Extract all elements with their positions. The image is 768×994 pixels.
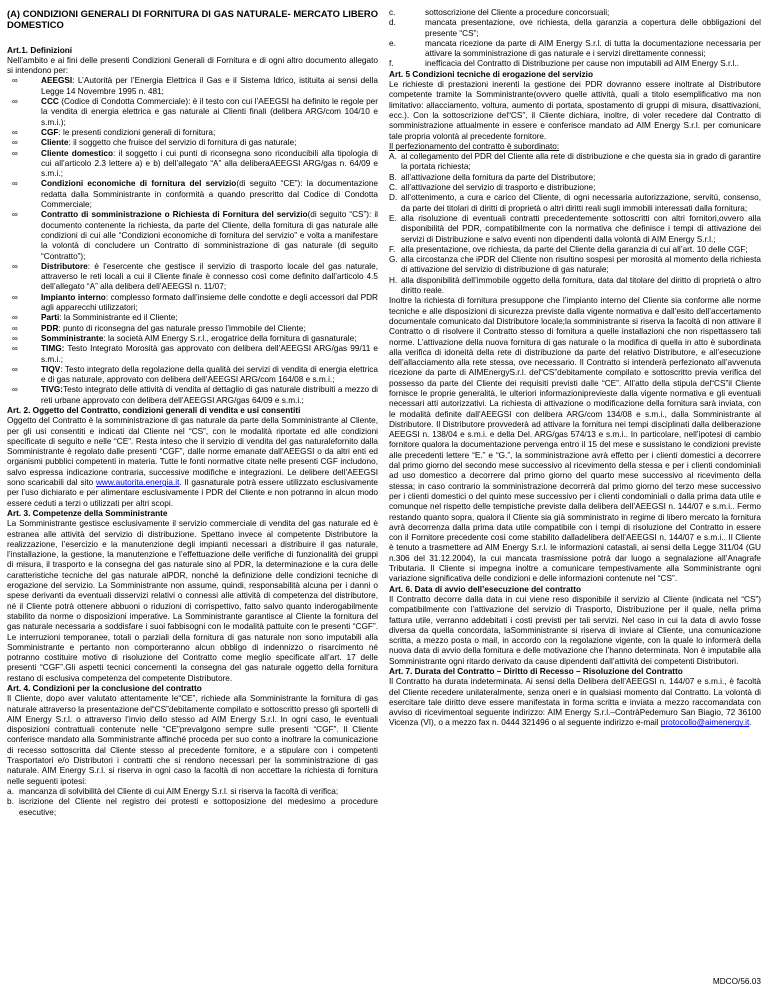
right-column: [389, 8, 761, 729]
bullet-icon: ∞: [12, 313, 18, 323]
bullet-icon: ∞: [12, 292, 18, 302]
art5-heading: Art. 5 Condizioni tecniche di erogazione del servizio: [389, 69, 593, 79]
authority-website-link[interactable]: www.autorita.energia.it: [95, 478, 180, 488]
bullet-icon: ∞: [12, 148, 18, 158]
document-title: (A) CONDIZIONI GENERALI DI FORNITURA DI GAS NATURALE- MERCATO LIBERO DOMESTICO: [7, 8, 378, 31]
art2-heading: Art. 2. Oggetto del Contratto, condizioni generali di vendita e usi consentiti: [7, 405, 301, 415]
definition-item: ∞ Condizioni economiche di fornitura del servizio(di seguito “CE”): la documentazione redatta dalla Somministrante in conformità a quando prescritto dal Codice di Condotta Commerciale;: [12, 179, 378, 210]
definitions-list: [7, 76, 378, 406]
art3-text: La Somministrante gestisce esclusivamente il servizio commerciale di vendita del gas naturale ed è estranea alle attività del servizio di distribuzione. Spettano invece al competente Distributore la realizzazione, l’esercizio e la manutenzione degli impianti necessari a distribuire il gas naturale, l’installazione, la gestione, la manutenzione e l’effettuazione delle verifiche di funzionalità dei gruppi di misura, il trasporto e la consegna del gas naturale sino al PDR, la determinazione e la cura delle caratteristiche tecniche del gas naturale alPDR, nonché la definizione delle condizioni tecniche di erogazione del servizio. La Somministrante non assume, quindi, responsabilità alcuna per i danni o spese derivanti da eventuali disservizi relativi o connessi alle attività di competenza del distributore, né il Cliente potrà ottenere abbuoni o riduzioni di corrispettivo, fatto salvo quanto inderogabilmente stabilito da norme o disposizioni imperative. La Somministrante garantisce al Cliente la fornitura del gas naturale necessaria a soddisfare i suoi fabbisogni con le modalità pattuite con le presenti “CGF”. Le interruzioni temporanee, totali o parziali della fornitura di gas naturale non sono imputabili alla Somministrante e pertanto non comporteranno alcun obbligo di indennizzo o risarcimento né potranno costituire motivo di risoluzione del Contratto come meglio specificate all’art. 17 delle presenti “CGF”.Gli aspetti tecnici concernenti la consegna del gas naturale oggetto della fornitura restano di esclusiva competenza del competente Distributore.: [7, 519, 378, 683]
bullet-icon: ∞: [12, 261, 18, 271]
list-item: H. alla disponibilità dell’immobile oggetto della fornitura, data dal titolare del diritto di proprietà o altro diritto reale.: [389, 275, 761, 296]
list-item: G. alla circostanza che iPDR del Cliente non risultino sospesi per morosità al momento della richiesta di attivazione del servizio di distribuzione di gas naturale;: [389, 255, 761, 275]
bullet-icon: ∞: [12, 344, 18, 354]
bullet-icon: ∞: [12, 179, 18, 189]
art1-intro: Nell’ambito e ai fini delle presenti Condizioni Generali di Fornitura e di ogni altro documento allegato si intendono per:: [7, 55, 378, 76]
art2-text: Oggetto del Contratto è la somministrazione di gas naturale da parte della Somministrante al Cliente, per gli usi consentiti e indicati dal Cliente nel “CS”, con le modalità riportate ed alle condizioni specificate di seguito e nelle “CE”. Resta inteso che il servizio di vendita del gas naturalefornito dalla Somministrante è regolato dalle presenti “CGF”, dalle norme emanate dall’AEEGSI o da altri enti ed organismi pubblici competenti in materia. Tutte le fonti normative citate nelle presenti CGF includono, salvo espressa indicazione contraria, successive modifiche e integrazioni. Le delibere dell’AEEGSI sono scaricabili dal sito www.autorita.energia.it. Il gasnaturale potrà essere utilizzato esclusivamente per l’uso dichiarato e per alimentare esclusivamente i PDR del Cliente e non potranno in alcun modo essere ceduti a terzi o utilizzati per altri scopi.: [7, 416, 379, 508]
definition-item: ∞ Impianto interno: complesso formato dall’insieme delle condotte e degli accessori dal PDR agli apparecchi utilizzatori;: [12, 292, 379, 313]
art5-text2: Inoltre la richiesta di fornitura presuppone che l’impianto interno del Cliente sia conforme alle norme tecniche e alle disposizioni di sicurezza previste dalla vigente normativa e dall’esito dell’accertamento documentale comunicato dal Distributore locale;la somministrante si riserva la facoltà di non attivare il Contratto o di risolvere il Contratto stesso di fornitura a quelle installazioni che non rispettassero tali norme. L’attivazione della nuova fornitura di gas naturale o la modifica di quella in atto è subordinata alla verifica di idoneità della rete di distribuzione da parte del relativo Distributore, e all’esecuzione dell’allacciamento alla rete stessa, ove necessario. Il Contratto si intenderà perfezionato all’avvenuta ricezione da parte di AIMEnergyS.r.l. del“CS”debitamente compilato e sottoscritto previa verifica del possesso da parte del Cliente dei requisiti previsti dalle “CE”. All’atto della stipula del“CS”il Cliente fornisce le proprie generalità, le ulteriori informazioniprevieste dalla vigente normativa e gli eventuali necessari atti autorizzativi. La richiesta di attivazione o modificazione della fornitura sarà inviata, con le modalità definite dall’AEEGSI con delibera ARG/com 134/08 e s.m.i., dalla Somministrante al Distributore. Il Distributore provvederà ad attivare la fornitura nei tempi disciplinati dalla deliberazione AEEGSI n. 138/04 e s.m.i. e della Del. ARG/gas 574/13 e s.m.i.. In particolare, nell’ipotesi di cambio fornitore qualora la documentazione pervenga entro il 15 del mese e sussistano le condizioni previste alle precedenti lettere “E.” e “G.”, la somministrazione avrà effetto per i clienti domestici a decorrere dal primo giorno del secondo mese successivo al ricevimento della stessa e per i clienti condominiali ad uso domestico a decorrere dal primo giorno del quarto mese successivo al ricevimento della stessa; in caso contrario la somministrazione decorrerà dal primo giorno del terzo mese successivo per i clienti domestici o del quinto mese successivo per i clienti condominiali o dalla prima data utile e comunque nel rispetto delle tempistiche previste dalla delibera dell’AEEGSI n. 144/07 e s.m.i.. Fermo restando quanto sopra, qualora il Cliente sia già somministrato in regime di libero mercato la fornitura avrà decorrenza dalla prima data utile compatibile con i tempi di risoluzione del Contratto in essere con il Fornitore precedente così come stabilito dalladelibera dell’AEEGSI n. 144/07 e s.m.i.. Il Cliente è tenuto a trasmettere ad AIM Energy S.r.l. le informazioni catastali, ai sensi della Legge 311/04 (GU n.306 del 31.12.2004), la cui mancata trasmissione potrà dar luogo a segnalazione all’Anagrafe Tributaria. Il Cliente si impegna inoltre a comunicare tempestivamente alla Somministrante ogni variazione significativa delle condizioni e delle informazioni contenute nel “CS”.: [389, 296, 761, 584]
list-item: d. mancata presentazione, ove richiesta, della garanzia a copertura delle obbligazioni del presente “CS”;: [389, 18, 761, 38]
list-item: D. all’ottenimento, a cura e carico del Cliente, di ogni necessaria autorizzazione, servitù, consenso, da parte dei titolari di diritti di proprietà o altri diritti reali sugli immobili interessati dalla fornitura;: [389, 193, 761, 213]
art7-heading: Art. 7. Durata del Contratto – Diritto di Recesso – Risoluzione del Contratto: [389, 667, 683, 676]
definition-item: ∞ CCC (Codice di Condotta Commerciale): è il testo con cui l’AEEGSI ha definito le regole per la vendita di energia elettrica e gas naturale ai Clienti finali (delibera ARG/com 104/10 e s.m.i.);: [12, 97, 378, 127]
left-column: [7, 8, 378, 818]
email-link[interactable]: protocollo@aimenergy.it: [660, 718, 750, 728]
definition-item: ∞ Distributore: è l’esercente che gestisce il servizio di trasporto locale del gas naturale, attraverso le reti locali a cui il Cliente finale è connesso così come definito dall’articolo 4.5 dell’allegato “A” alla delibera dell’AEEGSI n. 11/07;: [12, 261, 378, 292]
definition-item: ∞ TIVG:Testo integrato delle attività di vendita al dettaglio di gas naturale distribuiti a mezzo di reti urbane approvato con delibera dell’AEEGSI ARG/gas 64/09 e s.m.i.;: [12, 385, 378, 405]
art4-list-right: [389, 8, 761, 70]
bullet-icon: ∞: [12, 364, 18, 374]
definition-item: ∞ Cliente domestico: il soggetto i cui punti di riconsegna sono riconducibili alla tipologia di cui all’articolo 2.3 lettere a) e b) dell’allegato “A” alla deliberaAEEGSI ARG/gas n. 64/09 e s.m.i.;: [12, 148, 378, 179]
list-item: c. sottoscrizione del Cliente a procedure concorsuali;: [389, 8, 610, 17]
list-item: a. mancanza di solvibilità del Cliente di cui AIM Energy S.r.l. si riserva la facoltà di verifica;: [7, 786, 339, 796]
list-item: E. alla risoluzione di eventuali contratti precedentemente sottoscritti con altri fornitori,ovvero alla disponibilità del PDR, compatibilmente con la normativa che definisce i tempi di attivazione dei servizi di Distribuzione e salvo eventi non dipendenti dalla volontà di AIM Energy S.r.l.;: [389, 213, 761, 244]
art7-text: Il Contratto ha durata indeterminata. Ai sensi della Delibera dell’AEEGSI n. 144/07 e s.m.i., è facoltà del Cliente recedere unilateralmente, senza oneri e in qualsiasi momento dal Contratto. La volontà di esercitare tale diritto deve essere manifestata in forma scritta e inviata a mezzo raccomandata con avviso di ricevimentoal seguente indirizzo: AIM Energy S.r.l.–ContràPedemuro San Biagio, 72 36100 Vicenza (VI), o a mezzo fax n. 0444 321496 o al seguente indirizzo e-mail protocollo@aimenergy.it.: [389, 677, 761, 728]
art6-text: Il Contratto decorre dalla data in cui viene reso disponibile il servizio al Cliente (indicata nel “CS”) compatibilmente con l’attivazione del servizio di Trasporto, Distribuzione per il quale, nella prima fattura utile, verranno addebitati i costi previsti per tali servizi. Nel caso in cui la data di avvio fosse diversa da quella concordata, laSomministrante si riserva di inviare al Cliente, una comunicazione scritta, a mezzo posta o mail, in accordo con la regolazione vigente, con la quale lo informerà della nuova data di avvio della fornitura e delle motivazione che l’hanno determinata. Non è imputabile alla Somministrante ogni ritardo derivato da cause dipendenti dall’attività dei competenti Distributori.: [389, 594, 761, 666]
definition-item: ∞ AEEGSI: L’Autorità per l’Energia Elettrica il Gas e il Sistema Idrico, istituita ai sensi della Legge 14 Novembre 1995 n. 481;: [12, 76, 378, 96]
art6-heading: Art. 6. Data di avvio dell’esecuzione del contratto: [389, 584, 582, 594]
art1-heading: Art.1. Definizioni: [7, 45, 73, 55]
art4-text: Il Cliente, dopo aver valutato attentamente le“CE”, richiede alla Somministrante la fornitura di gas naturale attraverso la presentazione del“CS”debitamente compilato e sottoscritto presso gli sportelli di AIM Energy S.r.l. o attraverso l’invio dello stesso ad AIM Energy S.r.l. In ogni caso, le eventuali disposizioni contrattuali contenute nelle “CE”prevalgono sempre sulle presenti “CGF”. Il Cliente conferisce mandato alla Somministrante affinché proceda per suo conto a inoltrare la comunicazione di recesso sottoscritta dal Cliente stesso al precedente fornitore, e a stipulare con i competenti Trasportatori e/o Distributori i contratti che si rendono necessari per la somministrazione di gas naturale. AIM Energy S.r.l. si riserva in ogni caso la facoltà di non accettare la richiesta di fornitura nelle seguenti ipotesi:: [7, 694, 378, 786]
list-item: F. alla presentazione, ove richiesta, da parte del Cliente della garanzia di cui all’art. 10 delle CGF;: [389, 244, 748, 254]
art5-list: [389, 152, 761, 296]
bullet-icon: ∞: [12, 323, 18, 333]
definition-item: ∞ TIQV: Testo integrato della regolazione della qualità dei servizi di vendita di energia elettrica e di gas naturale, approvato con delibera dell’AEEGSI ARG/com 164/08 e s.m.i.;: [12, 364, 378, 385]
bullet-icon: ∞: [12, 210, 18, 220]
art5-subheading: Il perfezionamento del contratto è subordinato:: [389, 141, 560, 151]
list-item: e. mancata ricezione da parte di AIM Energy S.r.l. di tutta la documentazione necessaria per attivare la somministrazione di gas naturale e i servizi direttamente connessi;: [389, 38, 761, 59]
definition-item: ∞ PDR: punto di riconsegna del gas naturale presso l’immobile del Cliente;: [12, 323, 306, 333]
list-item: f. inefficacia del Contratto di Distribuzione per cause non imputabili ad AIM Energy S.r.l..: [389, 59, 739, 69]
bullet-icon: ∞: [12, 333, 18, 343]
bullet-icon: ∞: [12, 138, 18, 148]
bullet-icon: ∞: [12, 127, 18, 137]
document-code: MDCO/56.03: [712, 977, 761, 986]
list-item: B. all’attivazione della fornitura da parte del Distributore;: [389, 172, 596, 182]
definition-item: ∞ Parti: la Somministrante ed il Cliente;: [12, 313, 178, 323]
definition-item: ∞ TIMG: Testo Integrato Morosità gas approvato con delibera dell’AEEGSI ARG/gas 99/11 e s.m.i.;: [12, 344, 378, 364]
bullet-icon: ∞: [12, 385, 18, 395]
bullet-icon: ∞: [12, 97, 18, 107]
list-item: C. all’attivazione del servizio di trasporto e distribuzione;: [389, 183, 596, 193]
list-item: b. iscrizione del Cliente nel registro dei protesti e sottoposizione del medesimo a procedure esecutive;: [7, 797, 378, 817]
definition-item: ∞ Somministrante: la società AIM Energy S.r.l., erogatrice della fornitura di gasnaturale;: [12, 333, 357, 343]
definition-item: ∞ Cliente: il soggetto che fruisce del servizio di fornitura di gas naturale;: [12, 138, 297, 148]
art4-heading: Art. 4. Condizioni per la conclusione del contratto: [7, 684, 202, 693]
definition-item: ∞ CGF: le presenti condizioni generali di fornitura;: [12, 127, 216, 137]
art4-list-left: [7, 787, 378, 818]
art5-text1: Le richieste di prestazioni inerenti la gestione dei PDR dovranno essere inoltrate al Distributore competente tramite la Somministrante(ovvero quelle attività, quali a titolo esemplificativo ma non limitativo: allacciamento, voltura, aumento di portata, spostamento di gruppi di misura, disattivazioni, ecc.). Con la sottoscrizione del“CS”, il Cliente dichiara, inoltre, di voler recedere dal Contratto di somministrazione attualmente in essere e conferisce mandato ad AIM Energy S.r.l. per comunicare tale propria volontà al precedente fornitore.: [389, 80, 761, 141]
list-item: A. al collegamento del PDR del Cliente alla rete di distribuzione e che questa sia in grado di garantire la portata richiesta;: [389, 152, 761, 172]
document-page: [7, 8, 761, 986]
definition-item: ∞ Contratto di somministrazione o Richiesta di Fornitura del servizio(di seguito “CS”): il documento contenente la richiesta, da parte del Cliente, della fornitura di gas naturale alle condizioni di cui alle “Condizioni economiche di fornitura del servizio” e volta a manifestare la volontà di concludere un Contratto di somministrazione di gas naturale (di seguito “Contratto”);: [12, 210, 378, 261]
bullet-icon: ∞: [12, 76, 18, 86]
art3-heading: Art. 3. Competenze della Somministrante: [7, 508, 168, 518]
